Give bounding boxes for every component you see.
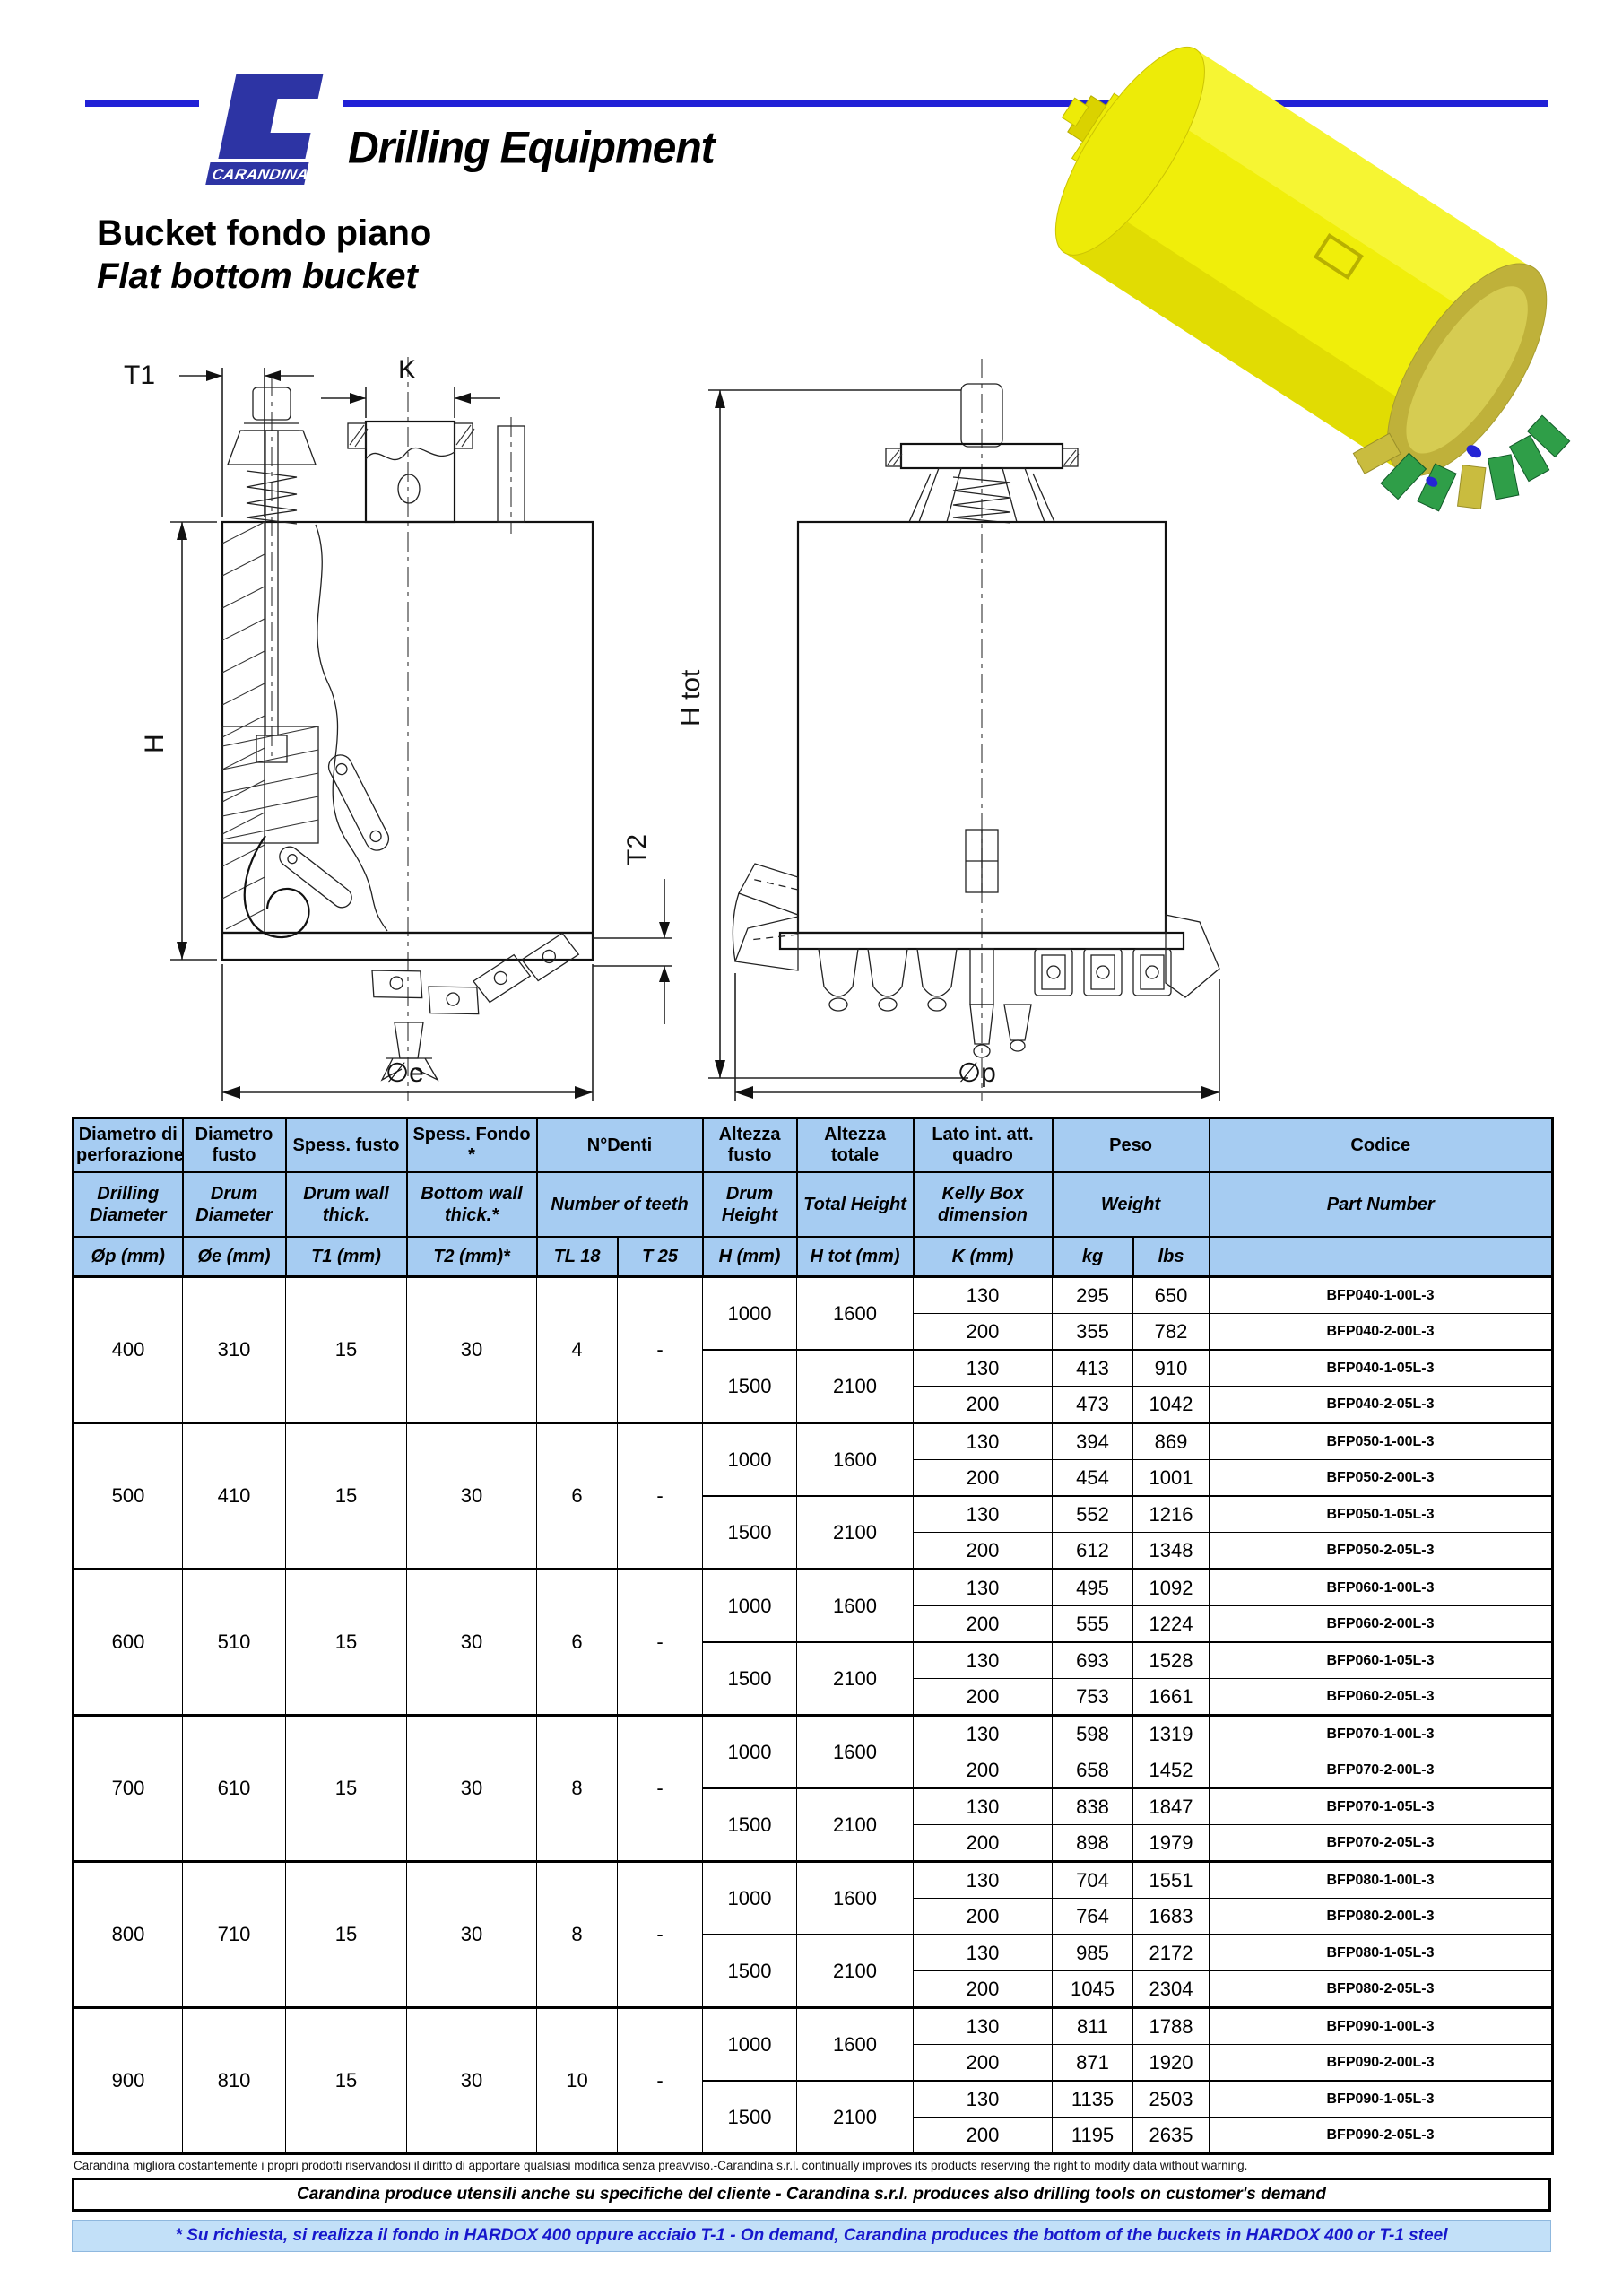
- part-number-cell: BFP040-2-05L-3: [1210, 1387, 1553, 1423]
- header-row: [74, 1172, 1553, 1237]
- spec-cell-lbs: 1001: [1133, 1460, 1210, 1497]
- spec-cell-k: 130: [914, 2081, 1053, 2118]
- spec-cell-lbs: 1348: [1133, 1533, 1210, 1570]
- spec-cell-kg: 658: [1053, 1752, 1133, 1789]
- part-number-cell: BFP070-2-00L-3: [1210, 1752, 1553, 1789]
- spec-cell-lbs: 2172: [1133, 1935, 1210, 1971]
- spec-cell-k: 130: [914, 2008, 1053, 2045]
- header-cell: Altezza fusto: [703, 1118, 797, 1173]
- spec-cell-t1: 15: [286, 1423, 407, 1570]
- spec-cell-lbs: 2635: [1133, 2118, 1210, 2154]
- spec-cell-lbs: 782: [1133, 1314, 1210, 1351]
- spec-cell-tl18: 10: [537, 2008, 618, 2154]
- spec-cell-k: 200: [914, 1460, 1053, 1497]
- spec-cell-oe: 510: [183, 1570, 286, 1716]
- part-number-cell: BFP070-1-00L-3: [1210, 1716, 1553, 1752]
- units-row: [74, 1237, 1553, 1277]
- carandina-logo: [186, 72, 339, 190]
- unit-cell: Øp (mm): [74, 1237, 183, 1277]
- spec-cell-lbs: 1452: [1133, 1752, 1210, 1789]
- spec-cell-op: 800: [74, 1862, 183, 2008]
- brand-tagline: Drilling Equipment: [348, 123, 715, 174]
- part-number-cell: BFP080-2-05L-3: [1210, 1971, 1553, 2008]
- spec-cell-tl18: 8: [537, 1862, 618, 2008]
- spec-cell-htot: 2100: [797, 1496, 914, 1570]
- part-number-cell: BFP070-1-05L-3: [1210, 1788, 1553, 1825]
- spec-cell-op: 500: [74, 1423, 183, 1570]
- spec-cell-tl18: 4: [537, 1277, 618, 1423]
- spec-cell-op: 400: [74, 1277, 183, 1423]
- part-number-cell: BFP060-2-05L-3: [1210, 1679, 1553, 1716]
- spec-cell-t25: -: [618, 1423, 703, 1570]
- spec-cell-htot: 1600: [797, 1570, 914, 1643]
- spec-cell-htot: 2100: [797, 1642, 914, 1716]
- spec-cell-oe: 310: [183, 1277, 286, 1423]
- spec-cell-lbs: 1920: [1133, 2045, 1210, 2082]
- spec-cell-t1: 15: [286, 1570, 407, 1716]
- dim-label-oe: ∅e: [386, 1058, 424, 1088]
- spec-cell-k: 200: [914, 2045, 1053, 2082]
- table-header: [74, 1118, 1553, 1277]
- table-row: [74, 1862, 1553, 1899]
- unit-cell: Øe (mm): [183, 1237, 286, 1277]
- part-number-cell: BFP050-2-00L-3: [1210, 1460, 1553, 1497]
- spec-cell-h: 1000: [703, 1570, 797, 1643]
- header-cell: Codice: [1210, 1118, 1553, 1173]
- spec-cell-lbs: 1224: [1133, 1606, 1210, 1643]
- table-body: [74, 1277, 1553, 2154]
- dim-label-htot: H tot: [676, 669, 706, 726]
- header-cell: Part Number: [1210, 1172, 1553, 1237]
- header-cell: Bottom wall thick.*: [407, 1172, 537, 1237]
- spec-cell-kg: 413: [1053, 1350, 1133, 1387]
- table-row: [74, 1277, 1553, 1314]
- header-cell: Drilling Diameter: [74, 1172, 183, 1237]
- part-number-cell: BFP050-2-05L-3: [1210, 1533, 1553, 1570]
- spec-cell-k: 200: [914, 2118, 1053, 2154]
- drawing-section-view: [90, 341, 652, 1112]
- spec-cell-k: 200: [914, 1387, 1053, 1423]
- table-row: [74, 2008, 1553, 2045]
- spec-section: [72, 1117, 1551, 2252]
- header-cell: Number of teeth: [537, 1172, 703, 1237]
- dim-label-t2: T2: [622, 833, 652, 865]
- spec-cell-lbs: 1683: [1133, 1899, 1210, 1935]
- part-number-cell: BFP090-2-00L-3: [1210, 2045, 1553, 2082]
- spec-cell-kg: 871: [1053, 2045, 1133, 2082]
- spec-cell-kg: 495: [1053, 1570, 1133, 1606]
- spec-cell-h: 1000: [703, 2008, 797, 2082]
- header-cell: Weight: [1053, 1172, 1210, 1237]
- dim-label-h: H: [140, 734, 169, 753]
- spec-cell-lbs: 1528: [1133, 1642, 1210, 1679]
- spec-cell-lbs: 2503: [1133, 2081, 1210, 2118]
- spec-cell-lbs: 1788: [1133, 2008, 1210, 2045]
- spec-cell-kg: 753: [1053, 1679, 1133, 1716]
- spec-cell-tl18: 8: [537, 1716, 618, 1862]
- spec-cell-lbs: 1979: [1133, 1825, 1210, 1862]
- spec-cell-t25: -: [618, 1862, 703, 2008]
- unit-cell: H tot (mm): [797, 1237, 914, 1277]
- spec-cell-t2: 30: [407, 1277, 537, 1423]
- spec-cell-t1: 15: [286, 1862, 407, 2008]
- table-row: [74, 1716, 1553, 1752]
- spec-cell-kg: 693: [1053, 1642, 1133, 1679]
- spec-cell-t25: -: [618, 1570, 703, 1716]
- spec-cell-htot: 2100: [797, 2081, 914, 2154]
- spec-cell-k: 130: [914, 1716, 1053, 1752]
- spec-cell-t1: 15: [286, 1277, 407, 1423]
- spec-cell-k: 130: [914, 1570, 1053, 1606]
- spec-cell-h: 1500: [703, 2081, 797, 2154]
- spec-cell-kg: 1045: [1053, 1971, 1133, 2008]
- part-number-cell: BFP040-1-00L-3: [1210, 1277, 1553, 1314]
- part-number-cell: BFP080-1-00L-3: [1210, 1862, 1553, 1899]
- spec-cell-kg: 394: [1053, 1423, 1133, 1460]
- header-row: [74, 1118, 1553, 1173]
- dim-label-t1: T1: [124, 361, 156, 390]
- spec-cell-t2: 30: [407, 1570, 537, 1716]
- spec-cell-t25: -: [618, 2008, 703, 2154]
- unit-cell: T1 (mm): [286, 1237, 407, 1277]
- spec-cell-h: 1500: [703, 1788, 797, 1862]
- unit-cell: T2 (mm)*: [407, 1237, 537, 1277]
- spec-cell-k: 200: [914, 1533, 1053, 1570]
- header-cell: Total Height: [797, 1172, 914, 1237]
- hardox-note: * Su richiesta, si realizza il fondo in HARDOX 400 oppure acciaio T-1 - On demand, Carandina produces the bottom of the buckets in HARDOX 400 or T-1 steel: [72, 2220, 1551, 2252]
- spec-cell-t2: 30: [407, 1423, 537, 1570]
- spec-cell-htot: 1600: [797, 1862, 914, 1935]
- spec-cell-t25: -: [618, 1277, 703, 1423]
- logo-wordmark: CARANDINA: [210, 165, 311, 183]
- spec-cell-h: 1000: [703, 1423, 797, 1497]
- page-title-english: Flat bottom bucket: [97, 257, 418, 296]
- table-row: [74, 1423, 1553, 1460]
- spec-cell-kg: 1195: [1053, 2118, 1133, 2154]
- spec-cell-t2: 30: [407, 1862, 537, 2008]
- spec-cell-oe: 410: [183, 1423, 286, 1570]
- header-cell: Lato int. att. quadro: [914, 1118, 1053, 1173]
- spec-cell-h: 1500: [703, 1642, 797, 1716]
- spec-cell-htot: 2100: [797, 1350, 914, 1423]
- spec-cell-kg: 295: [1053, 1277, 1133, 1314]
- spec-cell-tl18: 6: [537, 1423, 618, 1570]
- spec-cell-k: 130: [914, 1788, 1053, 1825]
- drawing-front-view: [646, 341, 1273, 1112]
- spec-cell-t25: -: [618, 1716, 703, 1862]
- spec-cell-lbs: 650: [1133, 1277, 1210, 1314]
- unit-cell: T 25: [618, 1237, 703, 1277]
- spec-cell-t1: 15: [286, 2008, 407, 2154]
- spec-cell-kg: 454: [1053, 1460, 1133, 1497]
- header-cell: Drum Diameter: [183, 1172, 286, 1237]
- spec-cell-h: 1500: [703, 1350, 797, 1423]
- header-cell: Drum wall thick.: [286, 1172, 407, 1237]
- spec-cell-lbs: 1042: [1133, 1387, 1210, 1423]
- spec-cell-op: 700: [74, 1716, 183, 1862]
- spec-cell-h: 1000: [703, 1277, 797, 1351]
- unit-cell: K (mm): [914, 1237, 1053, 1277]
- spec-cell-k: 200: [914, 1752, 1053, 1789]
- unit-cell: kg: [1053, 1237, 1133, 1277]
- spec-cell-h: 1500: [703, 1496, 797, 1570]
- part-number-cell: BFP060-1-00L-3: [1210, 1570, 1553, 1606]
- spec-cell-t1: 15: [286, 1716, 407, 1862]
- table-row: [74, 1570, 1553, 1606]
- dim-label-k: K: [398, 355, 417, 385]
- spec-cell-htot: 2100: [797, 1788, 914, 1862]
- spec-cell-kg: 898: [1053, 1825, 1133, 1862]
- front-teeth-icons: [819, 949, 1171, 1057]
- header-cell: Drum Height: [703, 1172, 797, 1237]
- part-number-cell: BFP040-1-05L-3: [1210, 1350, 1553, 1387]
- part-number-cell: BFP090-2-05L-3: [1210, 2118, 1553, 2154]
- spec-cell-k: 130: [914, 1935, 1053, 1971]
- spec-cell-kg: 811: [1053, 2008, 1133, 2045]
- spec-cell-k: 200: [914, 1825, 1053, 1862]
- spec-cell-k: 200: [914, 1606, 1053, 1643]
- spec-cell-lbs: 2304: [1133, 1971, 1210, 2008]
- part-number-cell: BFP060-1-05L-3: [1210, 1642, 1553, 1679]
- spec-cell-kg: 838: [1053, 1788, 1133, 1825]
- part-number-cell: BFP040-2-00L-3: [1210, 1314, 1553, 1351]
- spec-cell-k: 200: [914, 1971, 1053, 2008]
- header-cell: Spess. fusto: [286, 1118, 407, 1173]
- part-number-cell: BFP050-1-05L-3: [1210, 1496, 1553, 1533]
- spec-cell-t2: 30: [407, 2008, 537, 2154]
- spec-cell-k: 130: [914, 1862, 1053, 1899]
- spec-cell-k: 200: [914, 1899, 1053, 1935]
- spec-cell-kg: 985: [1053, 1935, 1133, 1971]
- spec-cell-oe: 710: [183, 1862, 286, 2008]
- part-number-cell: BFP070-2-05L-3: [1210, 1825, 1553, 1862]
- part-number-cell: BFP080-2-00L-3: [1210, 1899, 1553, 1935]
- spec-cell-lbs: 1092: [1133, 1570, 1210, 1606]
- spec-cell-kg: 555: [1053, 1606, 1133, 1643]
- spec-cell-h: 1000: [703, 1862, 797, 1935]
- spec-cell-htot: 1600: [797, 1716, 914, 1789]
- spec-cell-lbs: 869: [1133, 1423, 1210, 1460]
- spec-cell-kg: 1135: [1053, 2081, 1133, 2118]
- spec-cell-htot: 1600: [797, 1277, 914, 1351]
- part-number-cell: BFP050-1-00L-3: [1210, 1423, 1553, 1460]
- dim-label-op: ∅p: [958, 1058, 996, 1088]
- spec-cell-kg: 764: [1053, 1899, 1133, 1935]
- spec-cell-h: 1500: [703, 1935, 797, 2008]
- spec-cell-lbs: 1216: [1133, 1496, 1210, 1533]
- header-cell: Altezza totale: [797, 1118, 914, 1173]
- spec-cell-htot: 1600: [797, 1423, 914, 1497]
- spec-cell-lbs: 1319: [1133, 1716, 1210, 1752]
- spec-cell-k: 200: [914, 1679, 1053, 1716]
- unit-cell: TL 18: [537, 1237, 618, 1277]
- spec-cell-t2: 30: [407, 1716, 537, 1862]
- spec-cell-kg: 598: [1053, 1716, 1133, 1752]
- spec-cell-op: 900: [74, 2008, 183, 2154]
- custom-production-note: Carandina produce utensili anche su specifiche del cliente - Carandina s.r.l. produces also drilling tools on customer's demand: [72, 2178, 1551, 2212]
- part-number-cell: BFP080-1-05L-3: [1210, 1935, 1553, 1971]
- spec-cell-oe: 610: [183, 1716, 286, 1862]
- logo-c-icon: [218, 74, 323, 159]
- spec-cell-lbs: 910: [1133, 1350, 1210, 1387]
- unit-cell: lbs: [1133, 1237, 1210, 1277]
- header-cell: Spess. Fondo *: [407, 1118, 537, 1173]
- spec-cell-lbs: 1551: [1133, 1862, 1210, 1899]
- spec-cell-lbs: 1847: [1133, 1788, 1210, 1825]
- spec-cell-k: 130: [914, 1642, 1053, 1679]
- spec-cell-h: 1000: [703, 1716, 797, 1789]
- spec-cell-kg: 704: [1053, 1862, 1133, 1899]
- spec-cell-k: 130: [914, 1350, 1053, 1387]
- spec-cell-tl18: 6: [537, 1570, 618, 1716]
- header-cell: Diametro fusto: [183, 1118, 286, 1173]
- disclaimer-note: Carandina migliora costantemente i propri prodotti riservandosi il diritto di apportare qualsiasi modifica senza preavviso.-Carandina s.r.l. continually improves its products reserving the right to modify data without warning.: [74, 2159, 1248, 2172]
- spec-cell-lbs: 1661: [1133, 1679, 1210, 1716]
- spec-cell-k: 200: [914, 1314, 1053, 1351]
- unit-cell: H (mm): [703, 1237, 797, 1277]
- spec-cell-k: 130: [914, 1496, 1053, 1533]
- header-cell: Kelly Box dimension: [914, 1172, 1053, 1237]
- header-cell: Peso: [1053, 1118, 1210, 1173]
- header-cell: N°Denti: [537, 1118, 703, 1173]
- header-rule-left: [85, 100, 199, 107]
- spec-cell-htot: 2100: [797, 1935, 914, 2008]
- unit-cell: [1210, 1237, 1553, 1277]
- part-number-cell: BFP060-2-00L-3: [1210, 1606, 1553, 1643]
- spec-cell-kg: 355: [1053, 1314, 1133, 1351]
- part-number-cell: BFP090-1-00L-3: [1210, 2008, 1553, 2045]
- header-cell: Diametro di perforazione: [74, 1118, 183, 1173]
- part-number-cell: BFP090-1-05L-3: [1210, 2081, 1553, 2118]
- spec-table: [72, 1117, 1554, 2155]
- spec-cell-kg: 612: [1053, 1533, 1133, 1570]
- page-title-italian: Bucket fondo piano: [97, 213, 432, 253]
- spec-cell-k: 130: [914, 1423, 1053, 1460]
- spec-cell-oe: 810: [183, 2008, 286, 2154]
- spec-cell-kg: 473: [1053, 1387, 1133, 1423]
- spec-cell-op: 600: [74, 1570, 183, 1716]
- spec-cell-htot: 1600: [797, 2008, 914, 2082]
- spec-cell-kg: 552: [1053, 1496, 1133, 1533]
- spec-cell-k: 130: [914, 1277, 1053, 1314]
